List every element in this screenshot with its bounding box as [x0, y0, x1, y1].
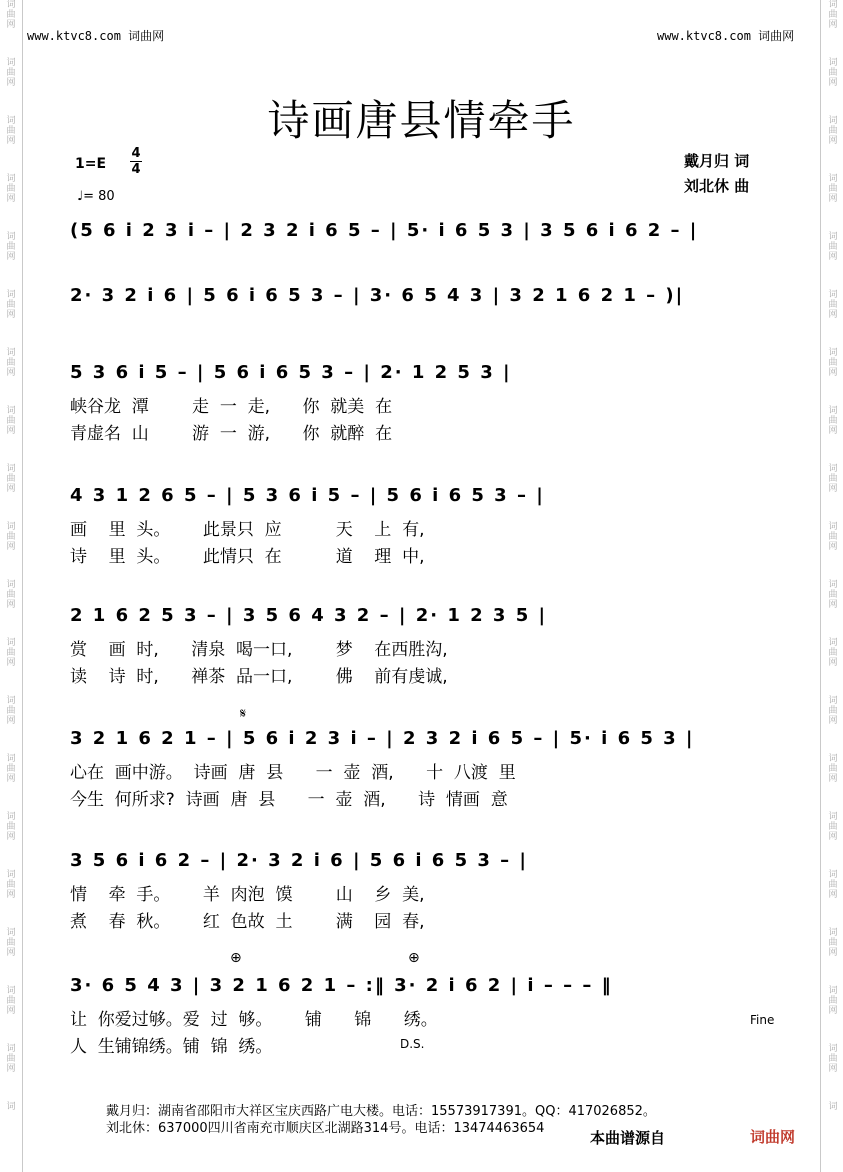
- watermark-char: 网: [828, 1064, 838, 1074]
- watermark-char: 曲: [6, 996, 16, 1006]
- key-signature: 1=E: [75, 156, 107, 172]
- watermark-char: 曲: [6, 10, 16, 20]
- watermark-char: 词: [828, 348, 838, 358]
- lyric-verse-1: 赏 画 时, 清泉 喝一口, 梦 在西胜沟,: [70, 640, 448, 660]
- time-signature: [130, 146, 142, 177]
- watermark-char: 网: [6, 832, 16, 842]
- watermark-char: 词: [6, 696, 16, 706]
- watermark-char: 曲: [6, 590, 16, 600]
- watermark-char: 词: [6, 464, 16, 474]
- watermark-char: 网: [6, 252, 16, 262]
- watermark-char: 网: [6, 310, 16, 320]
- watermark-char: 网: [6, 716, 16, 726]
- watermark-char: 词: [828, 58, 838, 68]
- meter-top: 4: [131, 146, 141, 161]
- watermark-char: 词: [828, 406, 838, 416]
- watermark-char: 网: [6, 20, 16, 30]
- watermark-char: 网: [828, 426, 838, 436]
- lyric-verse-2: 青虚名 山 游 一 游, 你 就醉 在: [70, 424, 393, 444]
- watermark-char: 网: [6, 542, 16, 552]
- watermark-char: 曲: [6, 706, 16, 716]
- watermark-char: 曲: [828, 706, 838, 716]
- watermark-char: 词: [828, 986, 838, 996]
- lyric-verse-2: 人 生铺锦绣。铺 锦 绣。: [70, 1037, 273, 1057]
- watermark-char: 词: [6, 928, 16, 938]
- watermark-char: 词: [828, 1102, 838, 1112]
- watermark-char: 曲: [828, 822, 838, 832]
- watermark-char: 曲: [828, 880, 838, 890]
- lyric-verse-2: 诗 里 头。 此情只 在 道 理 中,: [70, 547, 425, 567]
- watermark-char: 曲: [6, 532, 16, 542]
- score-line: [70, 485, 790, 515]
- site-url-right[interactable]: www.ktvc8.com 词曲网: [657, 29, 795, 43]
- watermark-char: 词: [828, 174, 838, 184]
- watermark-char: 网: [6, 194, 16, 204]
- left-margin-line: [22, 0, 23, 1172]
- watermark-char: 词: [828, 928, 838, 938]
- fine-mark: Fine: [750, 1013, 775, 1027]
- watermark-char: 曲: [828, 416, 838, 426]
- watermark-column-right: [823, 0, 843, 1112]
- notation-line: 2· 3 2 i 6 | 5 6 i 6 5 3 – | 3· 6 5 4 3 | 3 2 1 6 2 1 – )|: [70, 285, 685, 306]
- notation-line: (5 6 i 2 3 i – | 2 3 2 i 6 5 – | 5· i 6 5 3 | 3 5 6 i 6 2 – |: [70, 220, 699, 241]
- segno-mark: 𝄋: [240, 706, 247, 722]
- notation-line: 3 2 1 6 2 1 – | 5 6 i 2 3 i – | 2 3 2 i 6 5 – | 5· i 6 5 3 |: [70, 728, 695, 749]
- watermark-char: 词: [828, 754, 838, 764]
- watermark-char: 曲: [828, 184, 838, 194]
- lyric-verse-1: 画 里 头。 此景只 应 天 上 有,: [70, 520, 425, 540]
- lyric-verse-2: 今生 何所求? 诗画 唐 县 一 壶 酒, 诗 情画 意: [70, 790, 508, 810]
- watermark-char: 网: [828, 600, 838, 610]
- watermark-char: 网: [828, 658, 838, 668]
- meter-bottom: 4: [131, 162, 141, 177]
- footer-lyricist-address: 戴月归：湖南省邵阳市大祥区宝庆西路广电大楼。电话：15573917391。QQ：417026852。: [106, 1104, 656, 1119]
- watermark-char: 曲: [6, 764, 16, 774]
- watermark-char: 曲: [828, 648, 838, 658]
- watermark-char: 网: [828, 194, 838, 204]
- score-line: [70, 975, 790, 1005]
- watermark-char: 词: [6, 406, 16, 416]
- watermark-char: 网: [828, 20, 838, 30]
- watermark-char: 网: [6, 600, 16, 610]
- lyric-verse-2: 读 诗 时, 禅茶 品一口, 佛 前有虔诚,: [70, 667, 448, 687]
- watermark-char: 网: [828, 310, 838, 320]
- lyric-verse-1: 情 牵 手。 羊 肉泡 馍 山 乡 美,: [70, 885, 425, 905]
- watermark-char: 曲: [828, 532, 838, 542]
- watermark-char: 曲: [828, 1054, 838, 1064]
- watermark-char: 网: [6, 948, 16, 958]
- watermark-char: 词: [6, 0, 16, 10]
- watermark-char: 词: [828, 522, 838, 532]
- watermark-char: 词: [828, 580, 838, 590]
- watermark-char: 曲: [6, 126, 16, 136]
- notation-line: 2 1 6 2 5 3 – | 3 5 6 4 3 2 – | 2· 1 2 3 5 |: [70, 605, 548, 626]
- watermark-char: 曲: [6, 938, 16, 948]
- watermark-char: 网: [828, 774, 838, 784]
- watermark-char: 网: [828, 368, 838, 378]
- watermark-char: 曲: [828, 764, 838, 774]
- score-line: [70, 220, 790, 250]
- watermark-char: 曲: [828, 996, 838, 1006]
- watermark-char: 网: [828, 832, 838, 842]
- watermark-char: 曲: [828, 938, 838, 948]
- score-line: [70, 285, 790, 315]
- watermark-char: 网: [6, 774, 16, 784]
- site-url-left[interactable]: www.ktvc8.com 词曲网: [27, 29, 165, 43]
- watermark-char: 曲: [828, 358, 838, 368]
- watermark-char: 曲: [828, 242, 838, 252]
- watermark-char: 曲: [828, 10, 838, 20]
- watermark-char: 词: [6, 348, 16, 358]
- watermark-char: 词: [6, 522, 16, 532]
- watermark-char: 网: [828, 716, 838, 726]
- watermark-char: 网: [6, 1064, 16, 1074]
- watermark-char: 词: [828, 638, 838, 648]
- source-logo[interactable]: 词曲网: [750, 1128, 796, 1146]
- watermark-char: 曲: [6, 68, 16, 78]
- watermark-char: 曲: [6, 358, 16, 368]
- watermark-char: 曲: [6, 648, 16, 658]
- watermark-char: 网: [828, 948, 838, 958]
- watermark-char: 词: [828, 232, 838, 242]
- watermark-char: 词: [6, 986, 16, 996]
- watermark-char: 曲: [6, 300, 16, 310]
- right-margin-line: [820, 0, 821, 1172]
- watermark-char: 词: [6, 638, 16, 648]
- notation-line: 3· 6 5 4 3 | 3 2 1 6 2 1 – :‖ 3· 2 i 6 2 | i – – – ‖: [70, 975, 613, 996]
- score-line: [70, 850, 790, 880]
- watermark-char: 网: [6, 484, 16, 494]
- watermark-char: 词: [828, 464, 838, 474]
- watermark-char: 网: [828, 78, 838, 88]
- watermark-char: 词: [6, 580, 16, 590]
- score-line: [70, 605, 790, 635]
- watermark-char: 词: [6, 870, 16, 880]
- watermark-char: 词: [6, 232, 16, 242]
- watermark-char: 词: [6, 290, 16, 300]
- watermark-char: 曲: [6, 474, 16, 484]
- watermark-char: 曲: [6, 242, 16, 252]
- watermark-char: 网: [6, 1006, 16, 1016]
- lyric-verse-1: 让 你爱过够。爱 过 够。 铺 锦 绣。: [70, 1010, 438, 1030]
- watermark-char: 曲: [6, 880, 16, 890]
- watermark-char: 词: [6, 812, 16, 822]
- lyricist-credit: 戴月归 词: [684, 152, 750, 170]
- source-label: 本曲谱源自: [590, 1129, 666, 1147]
- song-title: 诗画唐县情牵手: [267, 96, 576, 145]
- watermark-char: 网: [6, 658, 16, 668]
- watermark-char: 网: [828, 542, 838, 552]
- watermark-char: 词: [828, 870, 838, 880]
- watermark-char: 曲: [828, 126, 838, 136]
- notation-line: 3 5 6 i 6 2 – | 2· 3 2 i 6 | 5 6 i 6 5 3 – |: [70, 850, 529, 871]
- watermark-char: 曲: [828, 68, 838, 78]
- watermark-char: 网: [6, 890, 16, 900]
- watermark-char: 网: [6, 78, 16, 88]
- watermark-char: 词: [828, 1044, 838, 1054]
- watermark-char: 词: [6, 1044, 16, 1054]
- watermark-char: 词: [6, 116, 16, 126]
- coda-mark: ⊕: [230, 950, 242, 966]
- score-line: [70, 728, 790, 758]
- watermark-char: 词: [828, 696, 838, 706]
- watermark-char: 曲: [6, 184, 16, 194]
- watermark-char: 词: [6, 58, 16, 68]
- watermark-char: 曲: [6, 1054, 16, 1064]
- watermark-char: 网: [6, 368, 16, 378]
- footer-composer-address: 刘北休：637000四川省南充市顺庆区北湖路314号。电话：13474463654: [106, 1121, 545, 1136]
- coda-mark: ⊕: [408, 950, 420, 966]
- composer-credit: 刘北休 曲: [684, 177, 750, 195]
- score-line: [70, 362, 790, 392]
- watermark-char: 曲: [828, 590, 838, 600]
- watermark-char: 词: [6, 1102, 16, 1112]
- watermark-char: 词: [828, 812, 838, 822]
- notation-line: 4 3 1 2 6 5 – | 5 3 6 i 5 – | 5 6 i 6 5 3 – |: [70, 485, 545, 506]
- watermark-char: 网: [828, 252, 838, 262]
- watermark-char: 网: [828, 136, 838, 146]
- notation-line: 5 3 6 i 5 – | 5 6 i 6 5 3 – | 2· 1 2 5 3 |: [70, 362, 512, 383]
- watermark-char: 网: [828, 1006, 838, 1016]
- watermark-char: 曲: [6, 822, 16, 832]
- watermark-char: 词: [6, 174, 16, 184]
- lyric-verse-1: 心在 画中游。 诗画 唐 县 一 壶 酒, 十 八渡 里: [70, 763, 516, 783]
- ds-mark: D.S.: [400, 1037, 425, 1051]
- lyric-verse-1: 峡谷龙 潭 走 一 走, 你 就美 在: [70, 397, 393, 417]
- watermark-char: 网: [6, 426, 16, 436]
- tempo-mark: ♩= 80: [77, 189, 115, 204]
- watermark-column-left: [1, 0, 21, 1112]
- watermark-char: 词: [6, 754, 16, 764]
- watermark-char: 词: [828, 0, 838, 10]
- watermark-char: 曲: [828, 300, 838, 310]
- lyric-verse-2: 煮 春 秋。 红 色故 土 满 园 春,: [70, 912, 425, 932]
- watermark-char: 网: [828, 890, 838, 900]
- watermark-char: 词: [828, 290, 838, 300]
- watermark-char: 词: [828, 116, 838, 126]
- watermark-char: 网: [6, 136, 16, 146]
- watermark-char: 网: [828, 484, 838, 494]
- watermark-char: 曲: [6, 416, 16, 426]
- watermark-char: 曲: [828, 474, 838, 484]
